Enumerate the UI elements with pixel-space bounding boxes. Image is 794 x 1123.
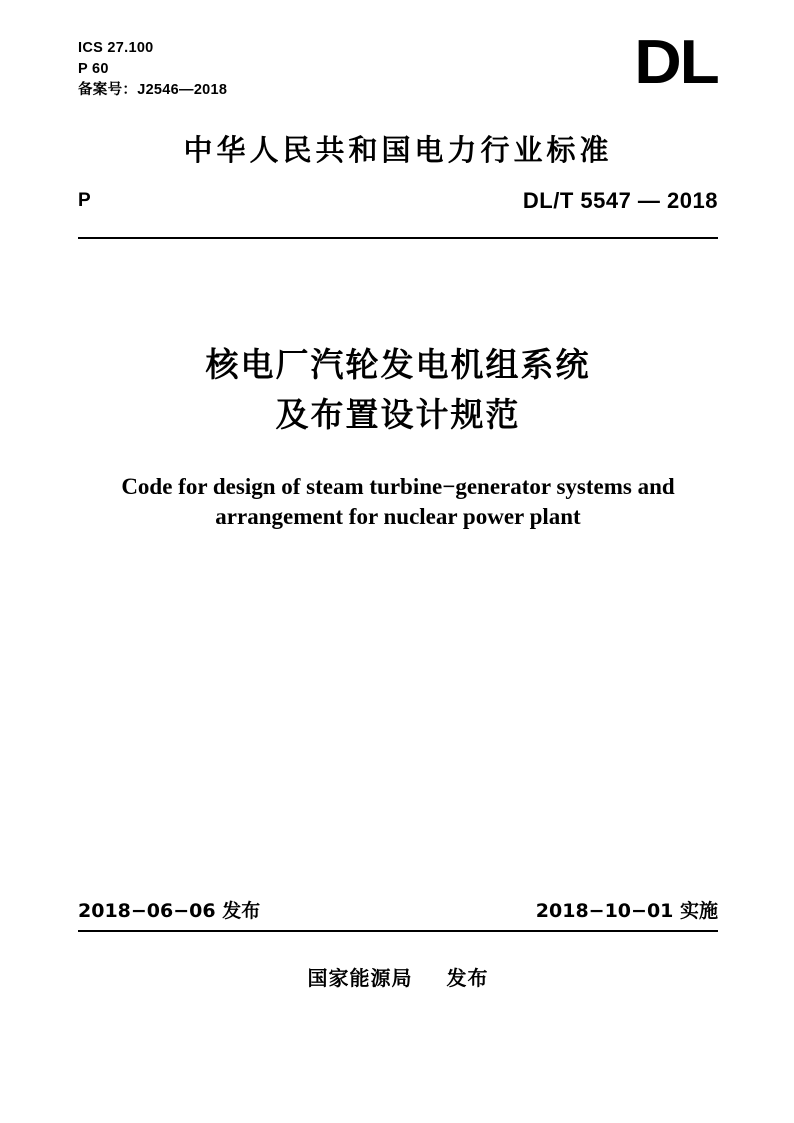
title-chinese-line-1: 核电厂汽轮发电机组系统 (205, 345, 591, 384)
divider-bottom (78, 930, 718, 932)
header-block (78, 28, 718, 128)
title-english-line-1: Code for design of steam turbine−generator systems and (121, 474, 675, 499)
title-chinese-line-2: 及布置设计规范 (275, 395, 521, 434)
publisher-action: 发布 (446, 966, 489, 990)
ics-code: ICS 27.100 (78, 40, 154, 56)
title-chinese (78, 340, 718, 440)
classification-codes (78, 38, 227, 101)
category-letter: P (78, 190, 91, 211)
publisher-organization: 国家能源局 (307, 966, 413, 990)
standard-number: DL/T 5547 — 2018 (522, 188, 718, 213)
dates-row (78, 896, 718, 924)
record-number: 备案号：J2546—2018 (78, 82, 228, 98)
standard-series-title: 中华人民共和国电力行业标准 (183, 133, 613, 167)
title-english (78, 472, 718, 532)
divider-top (78, 237, 718, 239)
issue-date: 2018−06−06 发布 (78, 900, 261, 922)
title-english-line-2: arrangement for nuclear power plant (215, 504, 581, 529)
publisher-line (78, 962, 718, 991)
category-code: P 60 (78, 61, 109, 77)
effective-date: 2018−10−01 实施 (535, 900, 718, 922)
designation-row (78, 190, 718, 220)
dl-logo: DL (634, 28, 718, 97)
